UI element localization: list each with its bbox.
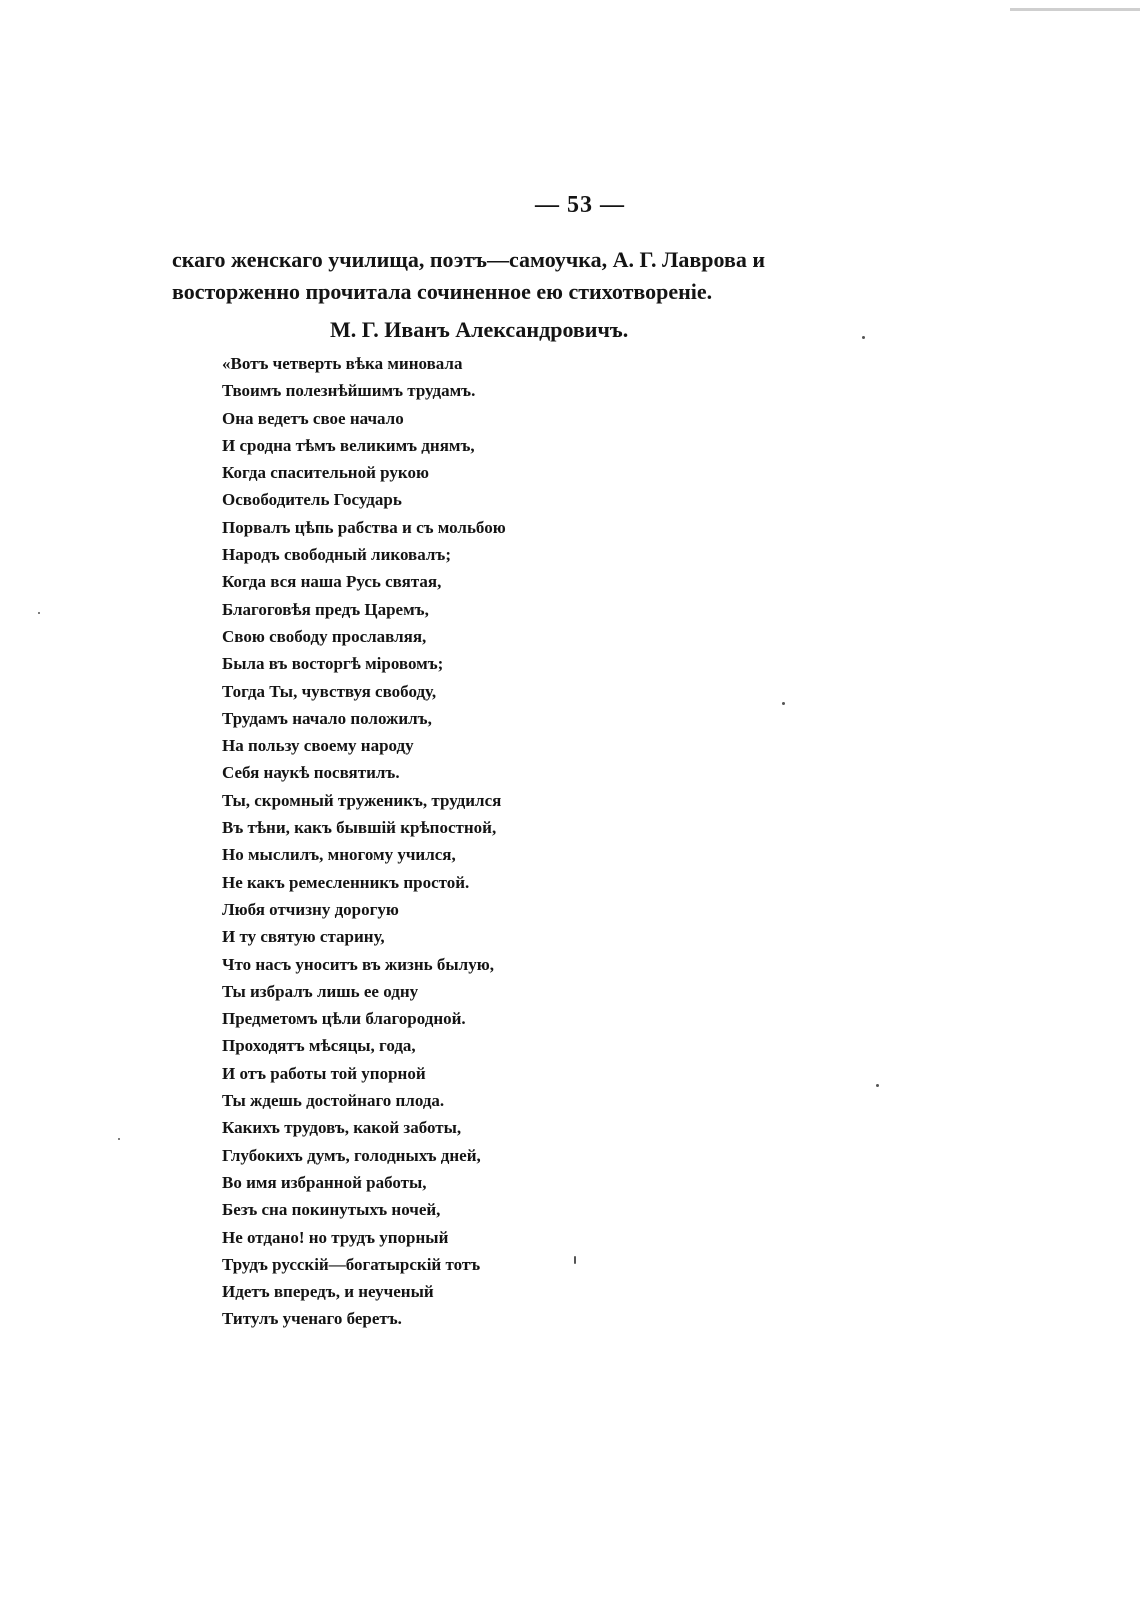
scan-speck — [862, 336, 865, 339]
poem-line: И ту святую старину, — [222, 927, 385, 947]
poem-line: Трудъ русскій—богатырскій тотъ — [222, 1254, 481, 1274]
poem-line: Народъ свободный ликовалъ; — [222, 545, 451, 565]
poem-line: Но мыслилъ, многому учился, — [222, 845, 456, 865]
poem-line: Безъ сна покинутыхъ ночей, — [222, 1200, 441, 1220]
poem-line: Твоимъ полезнѣйшимъ трудамъ. — [222, 381, 476, 401]
poem-line: Предметомъ цѣли благородной. — [222, 1009, 466, 1029]
prose-paragraph — [172, 244, 832, 308]
poem-line: Когда вся наша Русь святая, — [222, 572, 442, 592]
poem-line: Трудамъ начало положилъ, — [222, 708, 432, 728]
poem-line: Тогда Ты, чувствуя свободу, — [222, 681, 437, 701]
poem-line: Проходятъ мѣсяцы, года, — [222, 1036, 416, 1056]
prose-line: восторженно прочитала сочиненное ею стихотвореніе. — [172, 279, 713, 304]
poem-salutation: М. Г. Иванъ Александровичъ. — [330, 317, 629, 342]
poem — [222, 350, 642, 1333]
scan-speck — [574, 1256, 576, 1264]
poem-line: Что насъ уноситъ въ жизнь былую, — [222, 954, 494, 974]
poem-line: Любя отчизну дорогую — [222, 899, 399, 919]
poem-line: Когда спасительной рукою — [222, 463, 429, 483]
poem-line: Ты избралъ лишь ее одну — [222, 981, 419, 1001]
poem-line: Ты, скромный труженикъ, трудился — [222, 790, 502, 810]
scan-speck — [118, 1138, 120, 1140]
poem-line: «Вотъ четверть вѣка миновала — [222, 354, 463, 373]
poem-line: Себя наукѣ посвятилъ. — [222, 763, 400, 783]
poem-line: Глубокихъ думъ, голодныхъ дней, — [222, 1145, 481, 1165]
poem-line: Титулъ ученаго беретъ. — [222, 1309, 402, 1329]
poem-line: Освободитель Государь — [222, 490, 402, 510]
poem-line: Благоговѣя предъ Царемъ, — [222, 599, 429, 619]
poem-line: Не какъ ремесленникъ простой. — [222, 872, 470, 892]
poem-line: Порвалъ цѣпь рабства и съ мольбою — [222, 517, 506, 537]
scan-speck — [38, 612, 40, 614]
prose-line: скаго женскаго училища, поэтъ—самоучка, А. Г. Лаврова и — [172, 247, 766, 272]
poem-line: Какихъ трудовъ, какой заботы, — [222, 1118, 462, 1138]
scan-speck — [876, 1084, 879, 1087]
poem-line: Въ тѣни, какъ бывшій крѣпостной, — [222, 818, 497, 838]
poem-line: И отъ работы той упорной — [222, 1063, 426, 1083]
poem-line: Свою свободу прославляя, — [222, 626, 427, 646]
poem-line: Ты ждешь достойнаго плода. — [222, 1091, 445, 1111]
scan-speck — [782, 702, 785, 705]
poem-line: И сродна тѣмъ великимъ днямъ, — [222, 435, 475, 455]
poem-line: Не отдано! но трудъ упорный — [222, 1227, 449, 1247]
page-number: — 53 — — [535, 192, 625, 218]
poem-line: Идетъ впередъ, и неученый — [222, 1282, 434, 1302]
poem-line: Была въ восторгѣ міровомъ; — [222, 654, 444, 674]
poem-line: Во имя избранной работы, — [222, 1172, 427, 1192]
poem-line: Она ведетъ свое начало — [222, 408, 404, 428]
poem-line: На пользу своему народу — [222, 736, 414, 756]
corner-rule — [1010, 8, 1140, 11]
